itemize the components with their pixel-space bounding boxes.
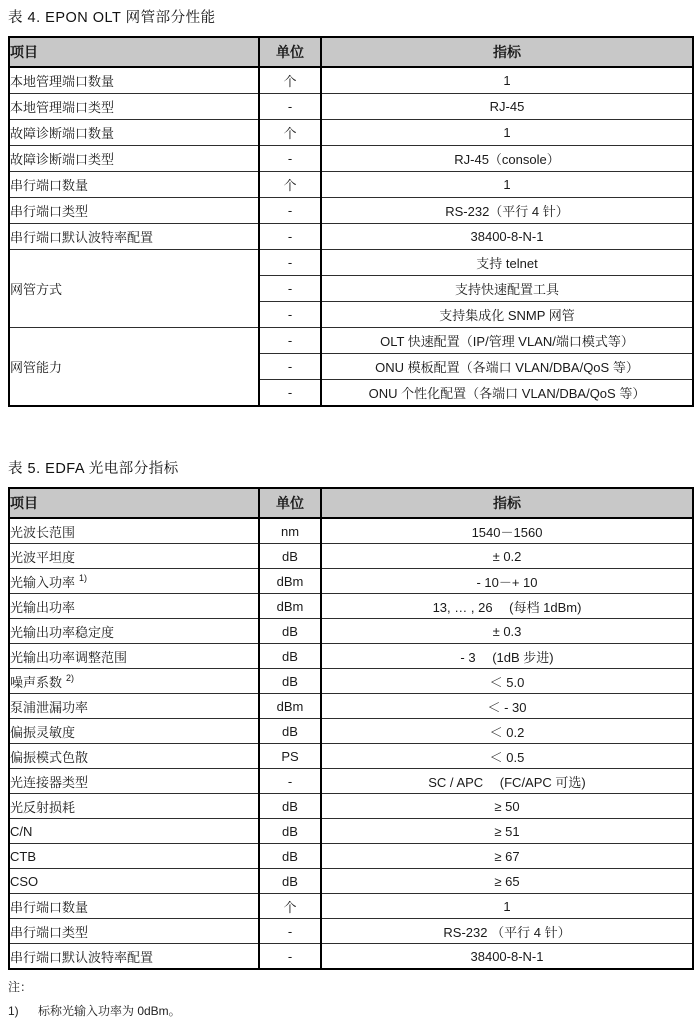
column-header: 单位 — [259, 488, 321, 518]
footnotes — [8, 978, 686, 1019]
value-cell: OLT 快速配置（IP/管理 VLAN/端口模式等） — [321, 328, 693, 354]
item-cell: CSO — [9, 869, 259, 894]
item-cell: 串行端口类型 — [9, 198, 259, 224]
value-cell: 支持 telnet — [321, 250, 693, 276]
value-cell: - 3 (1dB 步进) — [321, 644, 693, 669]
table-row — [9, 250, 693, 276]
item-cell: 故障诊断端口数量 — [9, 120, 259, 146]
table-row — [9, 694, 693, 719]
footnote-list — [8, 1002, 686, 1019]
value-cell: RS-232（平行 4 针） — [321, 198, 693, 224]
unit-cell: dB — [259, 844, 321, 869]
unit-cell: - — [259, 380, 321, 407]
value-cell: 1 — [321, 894, 693, 919]
item-cell: 光输入功率 $^{1)}$ — [9, 569, 259, 594]
item-cell: 偏振模式色散 — [9, 744, 259, 769]
value-cell: ＜ - 30 — [321, 694, 693, 719]
epon-olt-spec-table — [8, 36, 694, 407]
value-cell: 1 — [321, 67, 693, 94]
item-cell: 光输出功率调整范围 — [9, 644, 259, 669]
unit-cell: dB — [259, 669, 321, 694]
item-cell: 本地管理端口类型 — [9, 94, 259, 120]
table-row — [9, 919, 693, 944]
table-row — [9, 819, 693, 844]
item-cell: 光连接器类型 — [9, 769, 259, 794]
value-cell: ≥ 67 — [321, 844, 693, 869]
value-cell: ＜ 0.5 — [321, 744, 693, 769]
value-cell: ± 0.3 — [321, 619, 693, 644]
table-row — [9, 518, 693, 544]
item-cell: 光波长范围 — [9, 518, 259, 544]
value-cell: ≥ 65 — [321, 869, 693, 894]
item-cell: 本地管理端口数量 — [9, 67, 259, 94]
table-row — [9, 67, 693, 94]
column-header: 单位 — [259, 37, 321, 67]
table-row — [9, 844, 693, 869]
header-row — [9, 37, 693, 67]
value-cell: ≥ 51 — [321, 819, 693, 844]
unit-cell: - — [259, 769, 321, 794]
table4-title: 表 4. EPON OLT 网管部分性能 — [8, 10, 216, 26]
unit-cell: - — [259, 944, 321, 970]
unit-cell: 个 — [259, 120, 321, 146]
value-cell: 1 — [321, 120, 693, 146]
item-cell: 泵浦泄漏功率 — [9, 694, 259, 719]
value-cell: RJ-45 — [321, 94, 693, 120]
header-row — [9, 488, 693, 518]
item-cell: 串行端口类型 — [9, 919, 259, 944]
unit-cell: dB — [259, 619, 321, 644]
table-row — [9, 94, 693, 120]
footnote-ref: 2) — [66, 673, 75, 684]
value-cell: - 10－+ 10 — [321, 569, 693, 594]
table-row — [9, 944, 693, 970]
item-cell: 串行端口数量 — [9, 894, 259, 919]
value-cell: 13, … , 26 (每档 1dBm) — [321, 594, 693, 619]
column-header: 项目 — [9, 37, 259, 67]
footnote-number: 1) — [8, 1004, 19, 1018]
value-cell: ONU 个性化配置（各端口 VLAN/DBA/QoS 等） — [321, 380, 693, 407]
footnote-ref: 1) — [79, 573, 88, 584]
item-cell: 光波平坦度 — [9, 544, 259, 569]
item-cell: 光输出功率稳定度 — [9, 619, 259, 644]
edfa-spec-table — [8, 487, 694, 970]
table-row — [9, 569, 693, 594]
column-header: 指标 — [321, 488, 693, 518]
unit-cell: dBm — [259, 594, 321, 619]
value-cell: ＜ 5.0 — [321, 669, 693, 694]
unit-cell: 个 — [259, 67, 321, 94]
table5-title: 表 5. EDFA 光电部分指标 — [8, 461, 179, 477]
item-cell: 光反射损耗 — [9, 794, 259, 819]
unit-cell: dB — [259, 644, 321, 669]
item-cell: 噪声系数 $^{2)}$ — [9, 669, 259, 694]
table5-body — [9, 518, 693, 969]
value-cell: RJ-45（console） — [321, 146, 693, 172]
item-cell: 串行端口默认波特率配置 — [9, 944, 259, 970]
unit-cell: - — [259, 919, 321, 944]
unit-cell: dB — [259, 794, 321, 819]
table-row — [9, 120, 693, 146]
value-cell: 支持集成化 SNMP 网管 — [321, 302, 693, 328]
unit-cell: dB — [259, 719, 321, 744]
unit-cell: - — [259, 328, 321, 354]
column-header: 项目 — [9, 488, 259, 518]
value-cell: ONU 模板配置（各端口 VLAN/DBA/QoS 等） — [321, 354, 693, 380]
item-cell: 串行端口数量 — [9, 172, 259, 198]
item-cell: 网管方式 — [9, 250, 259, 328]
table-row — [9, 328, 693, 354]
table-row — [9, 198, 693, 224]
column-header: 指标 — [321, 37, 693, 67]
value-cell: SC / APC (FC/APC 可选) — [321, 769, 693, 794]
unit-cell: dB — [259, 869, 321, 894]
table-row — [9, 644, 693, 669]
table-row — [9, 719, 693, 744]
unit-cell: - — [259, 94, 321, 120]
unit-cell: dBm — [259, 569, 321, 594]
unit-cell: - — [259, 198, 321, 224]
unit-cell: dB — [259, 819, 321, 844]
table-row — [9, 172, 693, 198]
item-cell: 故障诊断端口类型 — [9, 146, 259, 172]
table5-header — [9, 488, 693, 518]
table-row — [9, 894, 693, 919]
unit-cell: - — [259, 302, 321, 328]
value-cell: ＜ 0.2 — [321, 719, 693, 744]
table-row — [9, 146, 693, 172]
item-cell: 网管能力 — [9, 328, 259, 407]
table-row — [9, 594, 693, 619]
unit-cell: - — [259, 250, 321, 276]
footnote-text: 标称光输入功率为 0dBm。 — [38, 1004, 181, 1018]
footnote-line — [8, 1002, 686, 1019]
table4-header — [9, 37, 693, 67]
item-cell: 偏振灵敏度 — [9, 719, 259, 744]
value-cell: ± 0.2 — [321, 544, 693, 569]
item-cell: CTB — [9, 844, 259, 869]
value-cell: 1540－1560 — [321, 518, 693, 544]
unit-cell: 个 — [259, 172, 321, 198]
item-cell: 光输出功率 — [9, 594, 259, 619]
value-cell: 1 — [321, 172, 693, 198]
unit-cell: - — [259, 276, 321, 302]
unit-cell: 个 — [259, 894, 321, 919]
unit-cell: PS — [259, 744, 321, 769]
value-cell: 38400-8-N-1 — [321, 224, 693, 250]
value-cell: ≥ 50 — [321, 794, 693, 819]
value-cell: 支持快速配置工具 — [321, 276, 693, 302]
table-row — [9, 224, 693, 250]
item-cell: C/N — [9, 819, 259, 844]
value-cell: RS-232 （平行 4 针） — [321, 919, 693, 944]
table4-body — [9, 67, 693, 406]
unit-cell: dBm — [259, 694, 321, 719]
table-row — [9, 619, 693, 644]
table-row — [9, 544, 693, 569]
unit-cell: - — [259, 354, 321, 380]
unit-cell: - — [259, 146, 321, 172]
unit-cell: nm — [259, 518, 321, 544]
unit-cell: dB — [259, 544, 321, 569]
table-row — [9, 794, 693, 819]
table-row — [9, 744, 693, 769]
table-row — [9, 669, 693, 694]
value-cell: 38400-8-N-1 — [321, 944, 693, 970]
item-cell: 串行端口默认波特率配置 — [9, 224, 259, 250]
table-row — [9, 769, 693, 794]
unit-cell: - — [259, 224, 321, 250]
footnote-label: 注： — [8, 980, 33, 994]
table-row — [9, 869, 693, 894]
